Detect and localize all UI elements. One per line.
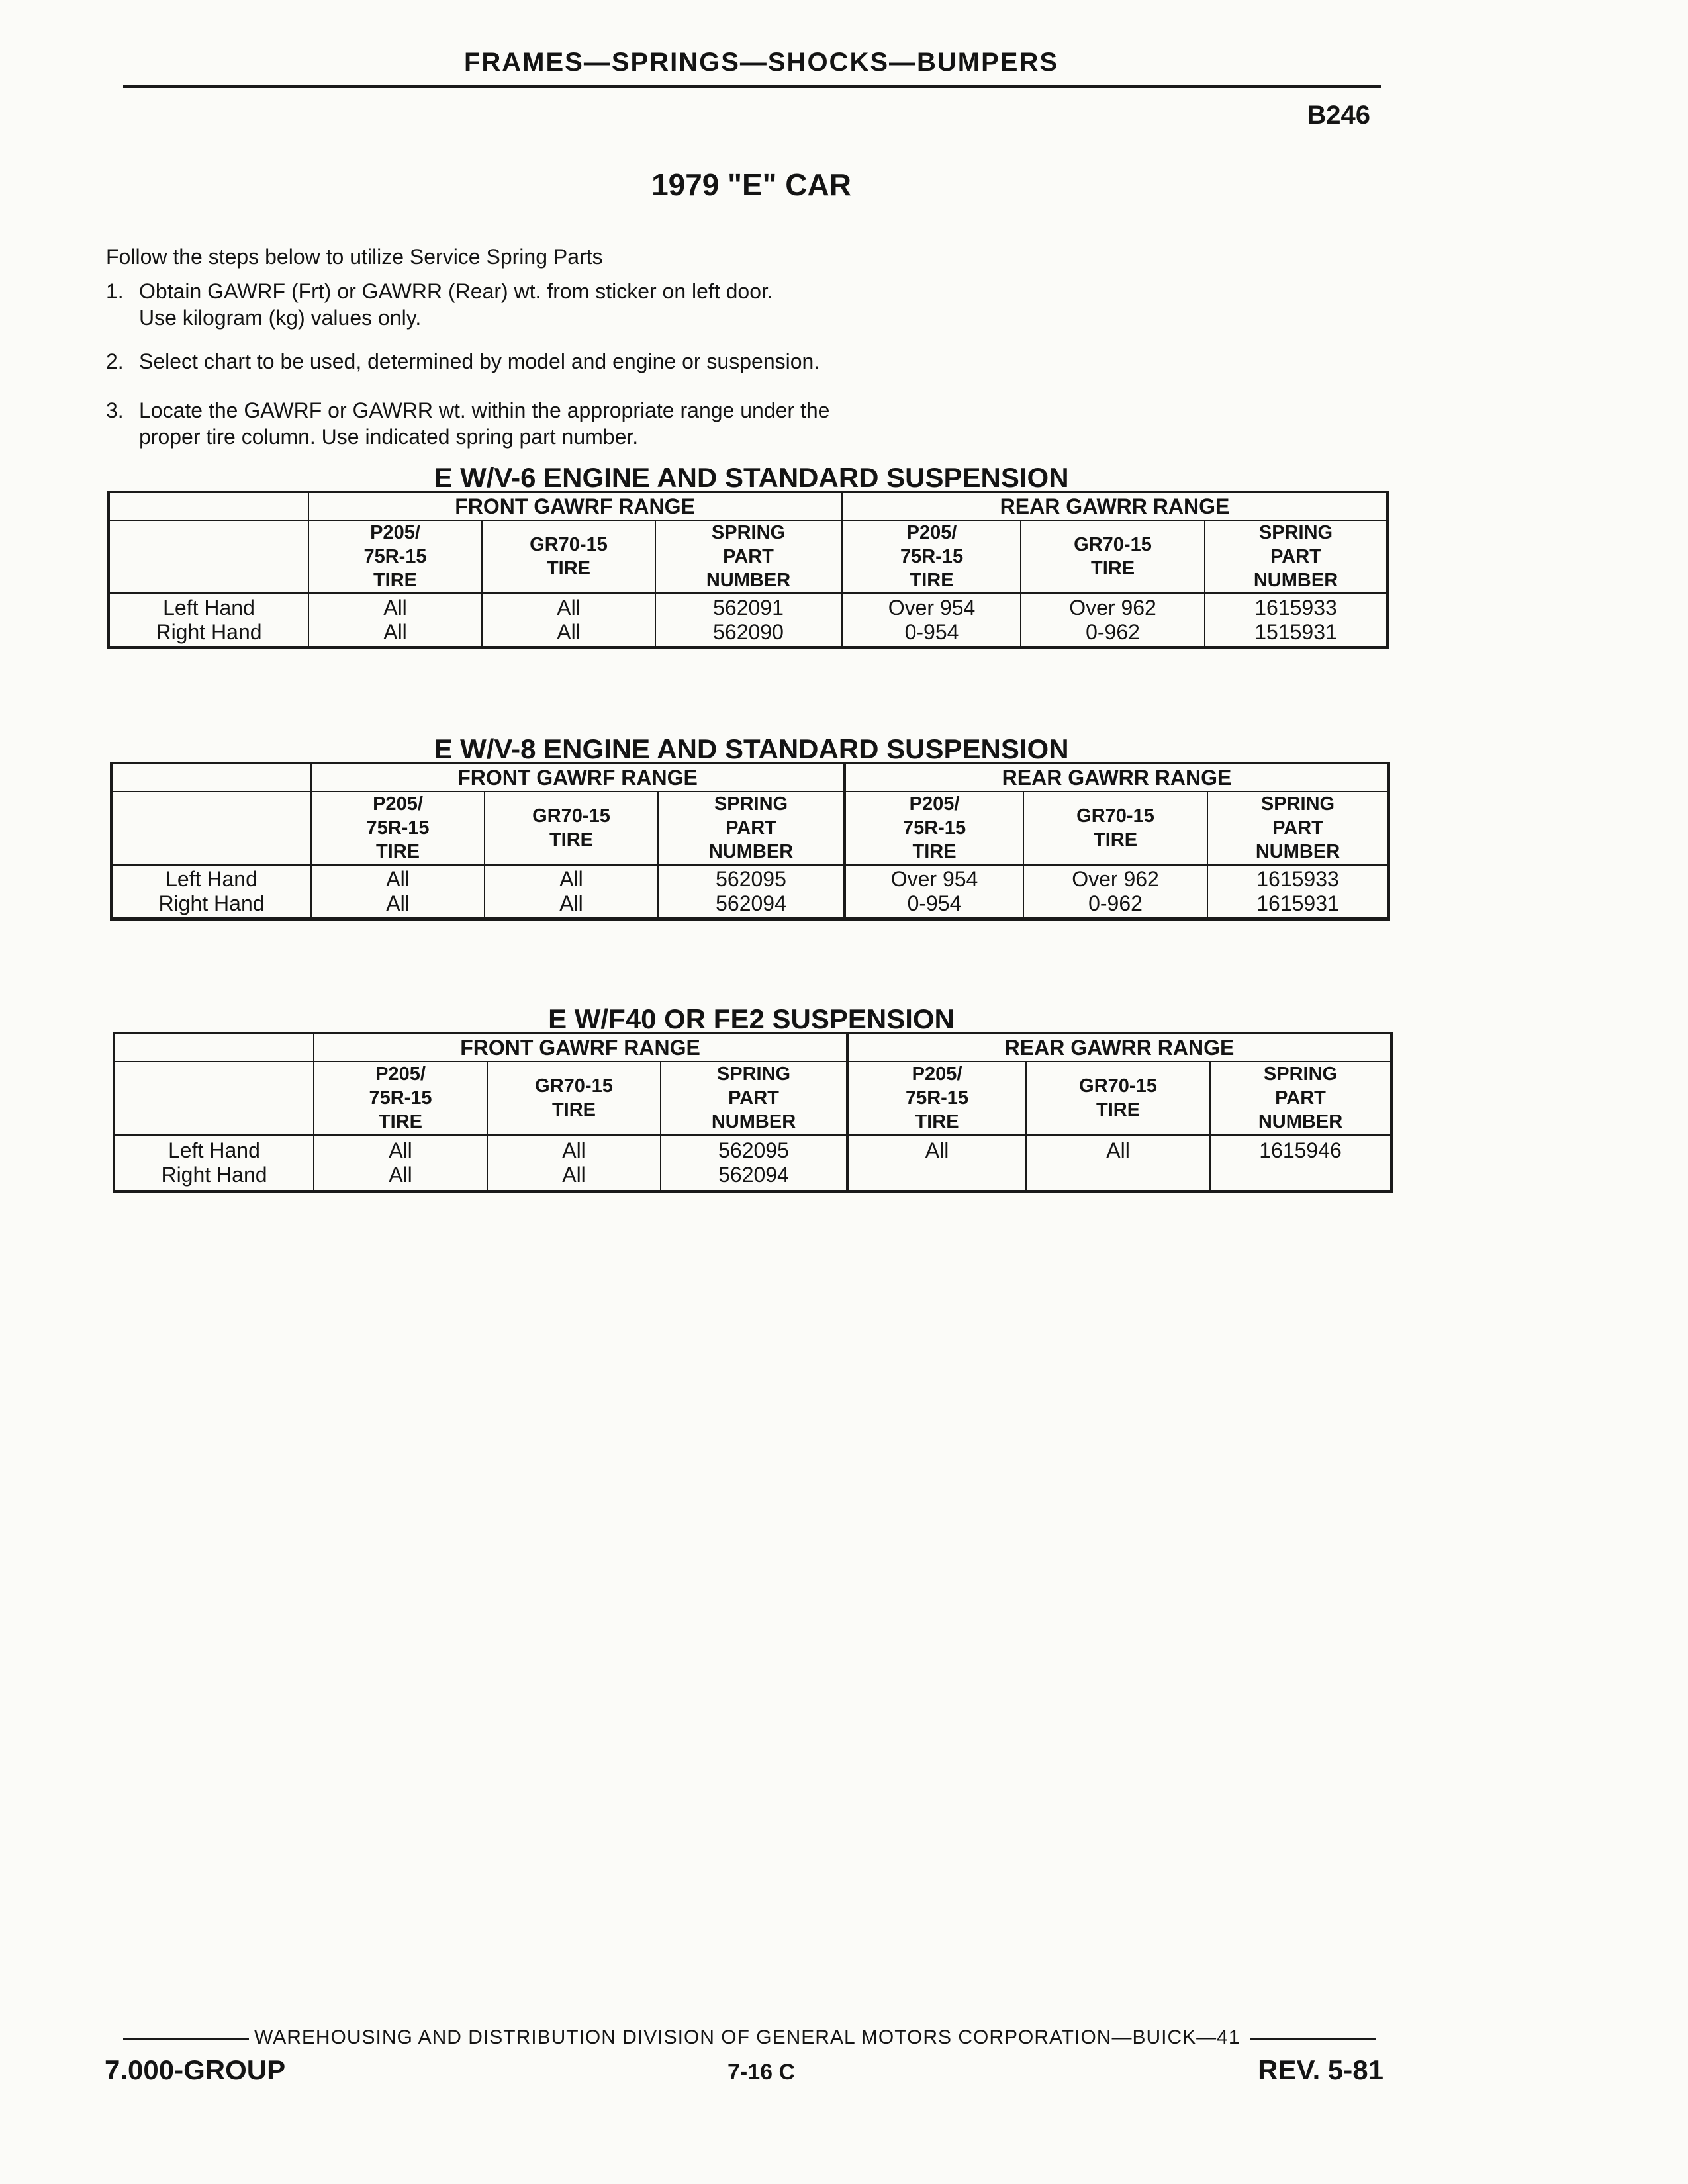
front-gr70-header: GR70-15 TIRE <box>485 792 658 865</box>
instruction-step-2 <box>106 348 820 375</box>
front-gr70-header: GR70-15 TIRE <box>487 1062 661 1135</box>
footer-rule-right <box>1250 2038 1376 2040</box>
rear-gr70-values: All <box>1026 1135 1210 1192</box>
rear-p205-values: All <box>847 1135 1026 1192</box>
spring-table-f40 <box>113 1032 1393 1193</box>
section-header: FRAMES—SPRINGS—SHOCKS—BUMPERS <box>463 48 1059 77</box>
rear-p205-header: P205/ 75R-15 TIRE <box>847 1062 1026 1135</box>
side-labels: Left Hand Right Hand <box>109 594 308 648</box>
side-labels: Left Hand Right Hand <box>114 1135 314 1192</box>
front-spring-values: 562095 562094 <box>658 865 845 919</box>
front-p205-values: All All <box>314 1135 487 1192</box>
step-text: Select chart to be used, determined by model and engine or suspension. <box>139 349 820 373</box>
step-number: 1. <box>106 279 124 303</box>
instruction-step-3 <box>106 397 829 450</box>
footer-rule-left <box>123 2038 249 2040</box>
table-title-v6: E W/V-6 ENGINE AND STANDARD SUSPENSION <box>434 462 1069 493</box>
rear-p205-header: P205/ 75R-15 TIRE <box>845 792 1023 865</box>
rear-gr70-header: GR70-15 TIRE <box>1026 1062 1210 1135</box>
table-row <box>109 594 1387 648</box>
rear-spring-values: 1615933 1615931 <box>1207 865 1389 919</box>
instructions-intro: Follow the steps below to utilize Service Spring Parts <box>106 245 603 269</box>
front-group-header: FRONT GAWRF RANGE <box>308 492 842 521</box>
side-labels: Left Hand Right Hand <box>111 865 311 919</box>
front-p205-header: P205/ 75R-15 TIRE <box>308 520 482 594</box>
rear-group-header: REAR GAWRR RANGE <box>845 764 1389 792</box>
rear-gr70-values: Over 962 0-962 <box>1023 865 1207 919</box>
blank-corner <box>109 492 308 521</box>
rear-gr70-header: GR70-15 TIRE <box>1021 520 1205 594</box>
label-column-header <box>109 520 308 594</box>
step-number: 3. <box>106 398 124 422</box>
step-text: Obtain GAWRF (Frt) or GAWRR (Rear) wt. from sticker on left door. <box>139 279 773 303</box>
table-title-v8: E W/V-8 ENGINE AND STANDARD SUSPENSION <box>434 733 1069 764</box>
table-row <box>111 865 1389 919</box>
front-spring-values: 562095 562094 <box>661 1135 847 1192</box>
page-code: B246 <box>1307 101 1370 130</box>
rear-spring-header: SPRING PART NUMBER <box>1210 1062 1391 1135</box>
rear-spring-values: 1615946 <box>1210 1135 1391 1192</box>
rear-p205-values: Over 954 0-954 <box>842 594 1021 648</box>
front-spring-header: SPRING PART NUMBER <box>658 792 845 865</box>
front-p205-values: All All <box>311 865 485 919</box>
footer-group: 7.000-GROUP <box>105 2054 286 2085</box>
label-column-header <box>114 1062 314 1135</box>
rear-gr70-header: GR70-15 TIRE <box>1023 792 1207 865</box>
rear-p205-values: Over 954 0-954 <box>845 865 1023 919</box>
rear-p205-header: P205/ 75R-15 TIRE <box>842 520 1021 594</box>
rear-spring-header: SPRING PART NUMBER <box>1205 520 1387 594</box>
table-row <box>114 1135 1391 1192</box>
front-group-header: FRONT GAWRF RANGE <box>314 1034 847 1062</box>
spring-table-v8 <box>110 762 1390 921</box>
rear-gr70-values: Over 962 0-962 <box>1021 594 1205 648</box>
label-column-header <box>111 792 311 865</box>
front-p205-values: All All <box>308 594 482 648</box>
front-group-header: FRONT GAWRF RANGE <box>311 764 845 792</box>
front-spring-header: SPRING PART NUMBER <box>655 520 842 594</box>
step-text-continued: Use kilogram (kg) values only. <box>139 306 422 330</box>
footer-revision: REV. 5-81 <box>1258 2054 1383 2085</box>
footer-page-number: 7-16 C <box>727 2060 796 2085</box>
car-title: 1979 "E" CAR <box>651 167 851 202</box>
spring-table-v6 <box>107 491 1389 649</box>
blank-corner <box>114 1034 314 1062</box>
front-gr70-values: All All <box>482 594 655 648</box>
step-text-continued: proper tire column. Use indicated spring part number. <box>139 425 639 449</box>
front-gr70-header: GR70-15 TIRE <box>482 520 655 594</box>
rear-spring-values: 1615933 1515931 <box>1205 594 1387 648</box>
front-p205-header: P205/ 75R-15 TIRE <box>314 1062 487 1135</box>
footer-division-text: WAREHOUSING AND DISTRIBUTION DIVISION OF GENERAL MOTORS CORPORATION—BUICK—41 <box>254 2026 1241 2048</box>
step-text: Locate the GAWRF or GAWRR wt. within the appropriate range under the <box>139 398 830 422</box>
front-p205-header: P205/ 75R-15 TIRE <box>311 792 485 865</box>
step-number: 2. <box>106 349 124 373</box>
table-title-f40: E W/F40 OR FE2 SUSPENSION <box>548 1003 955 1034</box>
front-spring-values: 562091 562090 <box>655 594 842 648</box>
rear-group-header: REAR GAWRR RANGE <box>847 1034 1391 1062</box>
front-spring-header: SPRING PART NUMBER <box>661 1062 847 1135</box>
instruction-step-1 <box>106 278 773 331</box>
front-gr70-values: All All <box>485 865 658 919</box>
rear-spring-header: SPRING PART NUMBER <box>1207 792 1389 865</box>
header-rule <box>123 85 1381 88</box>
blank-corner <box>111 764 311 792</box>
front-gr70-values: All All <box>487 1135 661 1192</box>
footer-division-line <box>123 2026 1387 2049</box>
rear-group-header: REAR GAWRR RANGE <box>842 492 1387 521</box>
